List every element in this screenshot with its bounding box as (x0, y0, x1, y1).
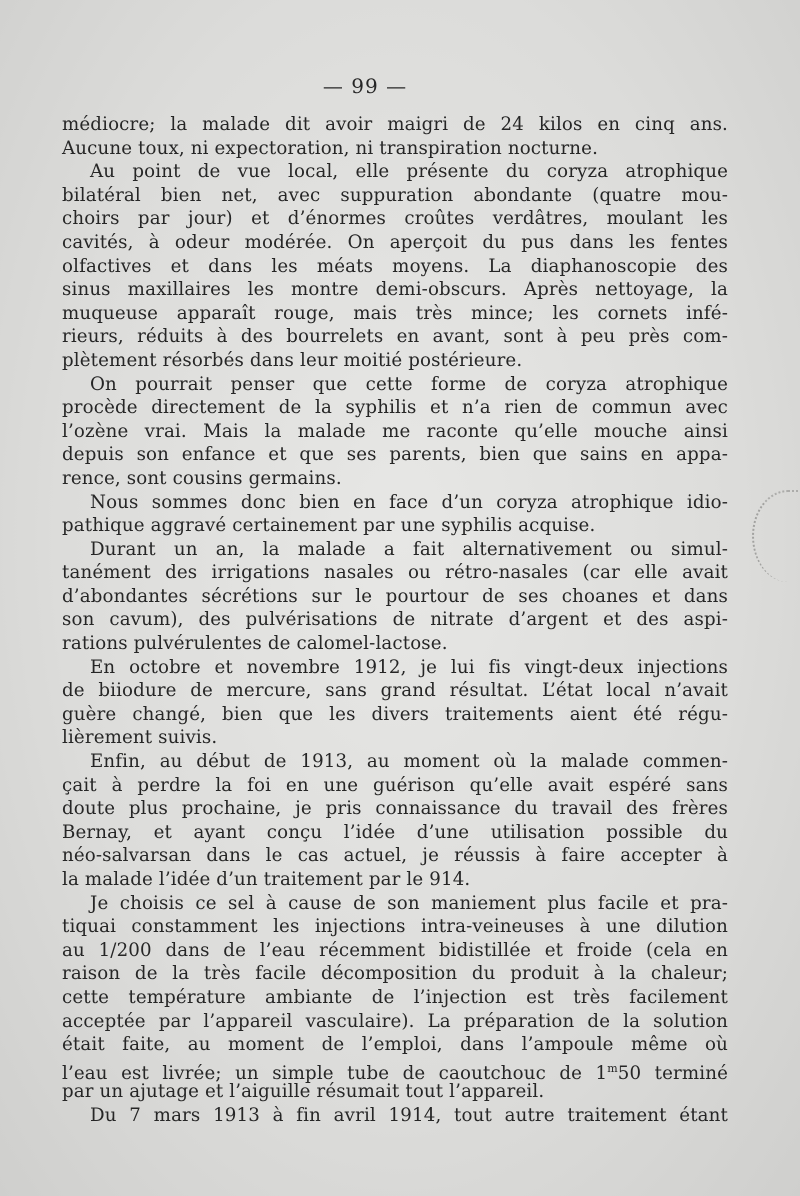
text-line: Je choisis ce sel à cause de son maniement plus facile et pra- (90, 892, 728, 914)
text-line: sinus maxillaires les montre demi-obscurs. Après nettoyage, la (62, 279, 728, 301)
text-line: d’abondantes sécrétions sur le pourtour de ses choanes et dans (62, 585, 728, 607)
text-line: plètement résorbés dans leur moitié postérieure. (62, 349, 523, 371)
page-number: — 99 — (322, 74, 408, 98)
text-line: la malade l’idée d’un traitement par le 914. (62, 869, 471, 890)
text-line: néo-salvarsan dans le cas actuel, je réussis à faire accepter à (62, 845, 728, 867)
text-line: Au point de vue local, elle présente du coryza atrophique (90, 161, 728, 183)
text-line: guère changé, bien que les divers traitements aient été régu- (62, 703, 728, 725)
text-line: Du 7 mars 1913 à fin avril 1914, tout autre traitement étant (90, 1104, 728, 1126)
text-line: En octobre et novembre 1912, je lui fis vingt-deux injections (90, 656, 728, 678)
text-line: au 1/200 dans de l’eau récemment bidistillée et froide (cela en (62, 939, 728, 961)
library-stamp-mark (752, 490, 800, 582)
text-line: Enfin, au début de 1913, au moment où la malade commen- (90, 751, 728, 773)
text-line: tanément des irrigations nasales ou rétro-nasales (car elle avait (62, 562, 728, 584)
text-line: olfactives et dans les méats moyens. La diaphanoscopie des (62, 255, 728, 277)
text-line: était faite, au moment de l’emploi, dans l’ampoule même où (62, 1034, 728, 1056)
text-line: doute plus prochaine, je pris connaissance du travail des frères (62, 798, 728, 820)
text-line: muqueuse apparaît rouge, mais très mince; les cornets infé- (62, 302, 728, 324)
text-line: l’ozène vrai. Mais la malade me raconte qu’elle mouche ainsi (62, 420, 728, 442)
text-line: tiquai constamment les injections intra-veineuses à une dilution (62, 916, 728, 938)
text-line: pathique aggravé certainement par une syphilis acquise. (62, 515, 596, 537)
text-line: Aucune toux, ni expectoration, ni transpiration nocturne. (62, 137, 599, 159)
text-line: par un ajutage et l’aiguille résumait tout l’appareil. (62, 1081, 545, 1103)
text-line: On pourrait penser que cette forme de coryza atrophique (90, 373, 728, 395)
text-line: son cavum), des pulvérisations de nitrate d’argent et des aspi- (62, 609, 728, 631)
text-line: cavités, à odeur modérée. On aperçoit du pus dans les fentes (62, 231, 728, 253)
text-line: raison de la très facile décomposition du produit à la chaleur; (62, 963, 728, 985)
text-line: lièrement suivis. (62, 727, 218, 749)
text-line: choirs par jour) et d’énormes croûtes verdâtres, moulant les (62, 208, 728, 230)
text-line: cette température ambiante de l’injection est très facilement (62, 986, 728, 1008)
body-text (62, 113, 728, 1128)
text-line: depuis son enfance et que ses parents, bien que sains en appa- (62, 444, 728, 466)
text-line: rence, sont cousins germains. (62, 467, 342, 489)
text-line: Durant un an, la malade a fait alternativement ou simul- (90, 538, 728, 560)
text-line: procède directement de la syphilis et n’a rien de commun avec (62, 397, 728, 419)
text-line: médiocre; la malade dit avoir maigri de 24 kilos en cinq ans. (62, 114, 728, 135)
text-line: rations pulvérulentes de calomel-lactose. (62, 633, 448, 655)
text-line: çait à perdre la foi en une guérison qu’elle avait espéré sans (62, 774, 728, 796)
text-line: l’eau est livrée; un simple tube de caoutchouc de 1$^m$50 terminé (62, 1061, 728, 1084)
text-line: rieurs, réduits à des bourrelets en avant, sont à peu près com- (62, 326, 728, 348)
text-line: bilatéral bien net, avec suppuration abondante (quatre mou- (62, 184, 728, 206)
text-line: de biiodure de mercure, sans grand résultat. L’état local n’avait (62, 680, 728, 702)
text-line: Nous sommes donc bien en face d’un coryza atrophique idio- (90, 491, 728, 513)
text-line: acceptée par l’appareil vasculaire). La préparation de la solution (62, 1010, 728, 1032)
text-line: Bernay, et ayant conçu l’idée d’une utilisation possible du (62, 821, 728, 843)
